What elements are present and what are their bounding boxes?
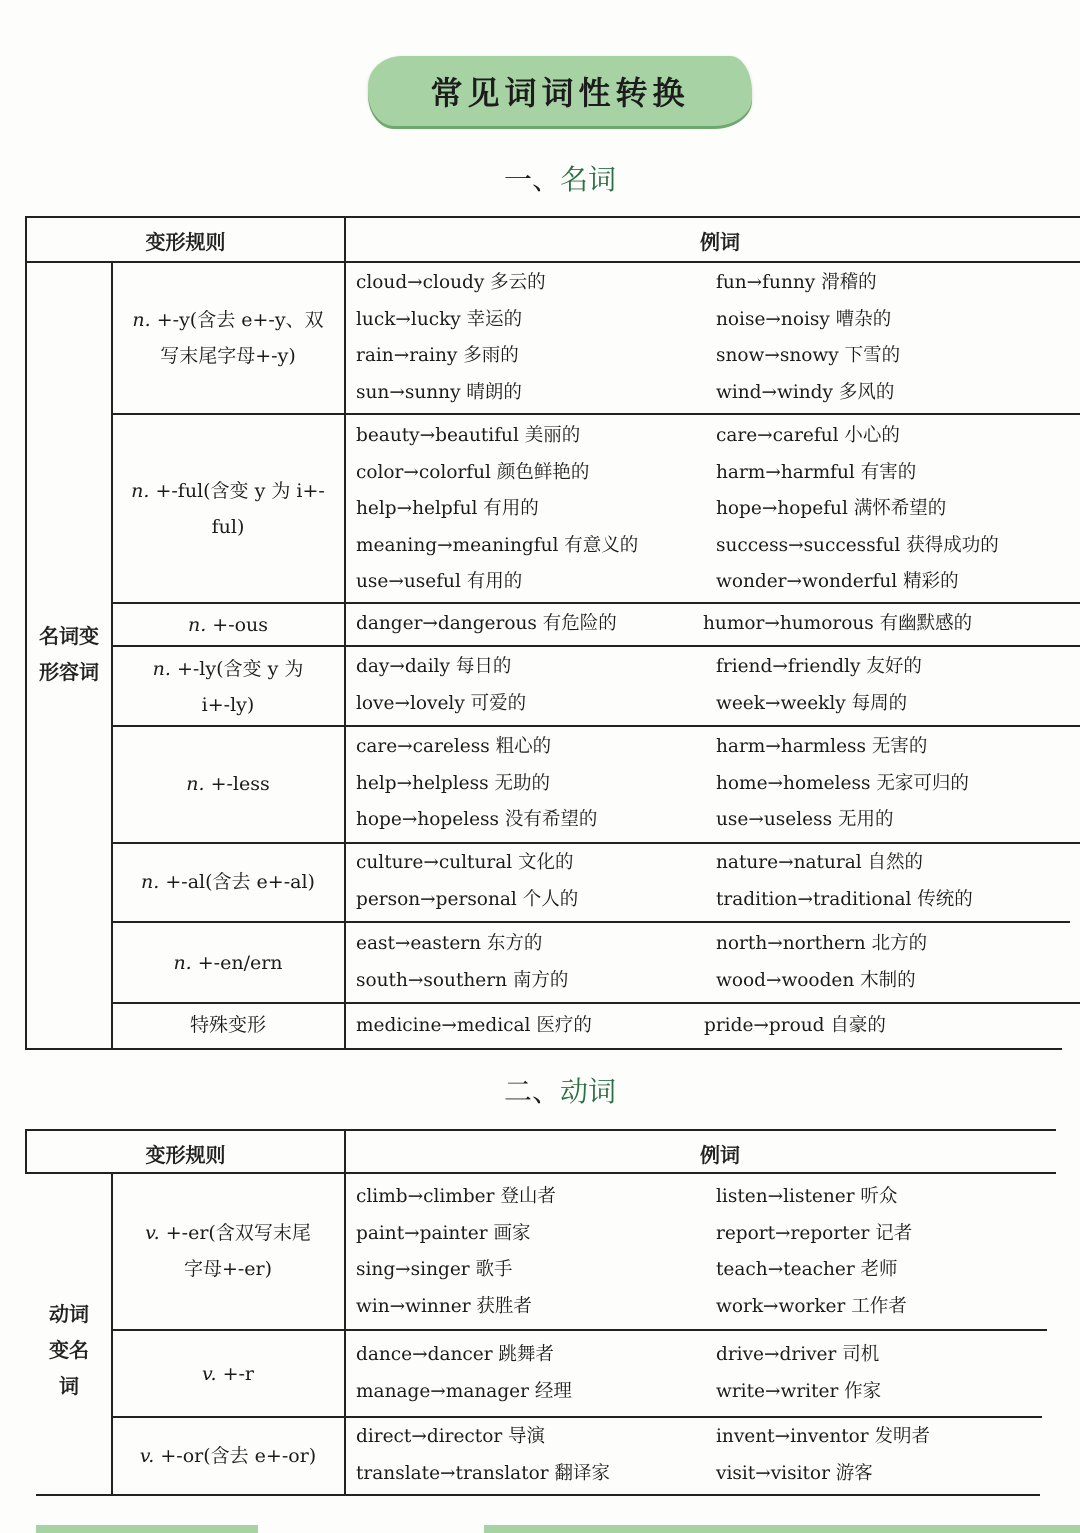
example-item: luck→lucky 幸运的 <box>356 308 523 330</box>
rule-cell: v. +-r <box>202 1363 254 1385</box>
example-item: sing→singer 歌手 <box>356 1259 513 1280</box>
example-item: danger→dangerous 有危险的 <box>356 613 617 634</box>
section-title-verbs <box>0 1070 1080 1110</box>
example-item: hope→hopeless 没有希望的 <box>356 809 598 830</box>
table-row-divider <box>112 921 1070 923</box>
example-item: snow→snowy 下雪的 <box>716 345 901 366</box>
examples-left <box>356 649 526 722</box>
example-item: medicine→medical 医疗的 <box>356 1015 592 1036</box>
example-item: color→colorful 颜色鲜艳的 <box>356 461 590 483</box>
category-label: 名词变形容词 <box>39 624 99 684</box>
pos-abbrev: n. <box>132 309 151 331</box>
example-item: hope→hopeful 满怀希望的 <box>716 498 947 519</box>
table-row-divider <box>112 1329 1047 1331</box>
table-border-top <box>25 1129 1056 1131</box>
rule-cell: n. +-ful(含变 y 为 i+-ful) <box>131 480 325 538</box>
example-item: sun→sunny 晴朗的 <box>356 381 522 403</box>
pos-abbrev: v. <box>202 1363 217 1385</box>
example-item: listen→listener 听众 <box>716 1186 898 1207</box>
example-item: beauty→beautiful 美丽的 <box>356 425 581 446</box>
page-title: 常见词词性转换 <box>430 74 690 112</box>
rule-cell: v. +-or(含去 e+-or) <box>139 1445 317 1467</box>
table-row-divider <box>112 602 1080 604</box>
example-item: home→homeless 无家可归的 <box>716 772 969 794</box>
example-item: care→careful 小心的 <box>716 425 900 446</box>
header-rule: 变形规则 <box>145 230 226 254</box>
example-item: use→useless 无用的 <box>716 809 894 830</box>
example-item: south→southern 南方的 <box>356 969 569 991</box>
example-item: harm→harmless 无害的 <box>716 736 928 757</box>
footer-decor-bar <box>36 1525 258 1533</box>
example-item: translate→translator 翻译家 <box>356 1462 611 1484</box>
section-title-nouns <box>0 158 1080 198</box>
examples-right <box>716 265 900 411</box>
example-item: win→winner 获胜者 <box>356 1295 532 1317</box>
table-row-divider <box>112 645 1080 647</box>
example-item: invent→inventor 发明者 <box>716 1426 931 1447</box>
pos-abbrev: n. <box>141 871 160 893</box>
example-item: day→daily 每日的 <box>356 656 512 677</box>
pos-abbrev: n. <box>173 952 192 974</box>
section-word: 动词 <box>560 1075 617 1108</box>
examples-right <box>716 729 969 839</box>
title-banner <box>368 56 752 126</box>
example-item: wonder→wonderful 精彩的 <box>716 571 959 592</box>
examples-right <box>716 1337 881 1410</box>
rule-cell: 特殊变形 <box>189 1014 266 1036</box>
table-row-divider <box>112 1416 1042 1418</box>
example-item: wind→windy 多风的 <box>716 381 895 403</box>
footer-decor-bar <box>484 1525 1080 1533</box>
pos-abbrev: n. <box>187 614 207 636</box>
example-item: east→eastern 东方的 <box>356 933 543 954</box>
table-col-divider <box>344 1129 346 1494</box>
table-col-divider <box>344 216 346 1048</box>
rule-cell: n. +-ly(含变 y 为 i+-ly) <box>152 658 304 716</box>
example-item: harm→harmful 有害的 <box>716 461 917 483</box>
table-border-bottom <box>25 1048 1062 1050</box>
rule-cell: v. +-er(含双写末尾字母+-er) <box>145 1222 311 1280</box>
example-item: report→reporter 记者 <box>716 1222 913 1244</box>
examples-right <box>716 845 973 918</box>
example-item: teach→teacher 老师 <box>716 1259 898 1280</box>
pos-abbrev: n. <box>152 658 171 680</box>
example-item: write→writer 作家 <box>716 1380 882 1402</box>
examples-left <box>356 729 597 839</box>
examples-left <box>356 606 617 643</box>
section-number: 二、 <box>503 1075 560 1108</box>
example-item: paint→painter 画家 <box>356 1222 531 1244</box>
table-border-top <box>25 216 1080 218</box>
examples-right <box>716 418 999 601</box>
example-item: culture→cultural 文化的 <box>356 852 574 873</box>
example-item: north→northern 北方的 <box>716 933 928 954</box>
table-header-divider <box>25 261 1080 263</box>
table-row-divider <box>112 842 1080 844</box>
section-word: 名词 <box>560 163 617 196</box>
table-row-divider <box>112 725 1080 727</box>
examples-left <box>356 1008 592 1045</box>
examples-right <box>716 1419 930 1492</box>
rule-cell: n. +-less <box>186 773 270 795</box>
example-item: fun→funny 滑稽的 <box>716 272 877 293</box>
table-col-divider <box>111 262 113 1048</box>
examples-left <box>356 845 578 918</box>
example-item: work→worker 工作者 <box>716 1295 907 1317</box>
examples-right <box>716 1179 912 1325</box>
table-row-divider <box>112 1002 1080 1004</box>
pos-abbrev: v. <box>145 1222 160 1244</box>
example-item: tradition→traditional 传统的 <box>716 888 973 910</box>
examples-left <box>356 418 638 601</box>
table-col-divider <box>111 1173 113 1494</box>
table-row-divider <box>112 413 1080 415</box>
example-item: rain→rainy 多雨的 <box>356 345 519 366</box>
example-item: week→weekly 每周的 <box>716 692 908 714</box>
example-item: use→useful 有用的 <box>356 571 523 592</box>
header-examples: 例词 <box>700 230 740 254</box>
examples-right <box>703 606 972 643</box>
examples-left <box>356 1337 572 1410</box>
example-item: help→helpless 无助的 <box>356 772 550 794</box>
example-item: nature→natural 自然的 <box>716 852 924 873</box>
header-rule: 变形规则 <box>145 1143 226 1167</box>
section-number: 一、 <box>503 163 560 196</box>
pos-abbrev: v. <box>139 1445 155 1467</box>
rule-cell: n. +-y(含去 e+-y、双写末尾字母+-y) <box>132 309 324 367</box>
example-item: care→careless 粗心的 <box>356 736 552 757</box>
example-item: success→successful 获得成功的 <box>716 534 999 556</box>
example-item: dance→dancer 跳舞者 <box>356 1344 554 1365</box>
examples-right <box>716 926 927 999</box>
example-item: love→lovely 可爱的 <box>356 692 527 714</box>
example-item: person→personal 个人的 <box>356 888 579 910</box>
example-item: visit→visitor 游客 <box>716 1462 873 1484</box>
example-item: humor→humorous 有幽默感的 <box>703 613 973 634</box>
example-item: climb→climber 登山者 <box>356 1186 556 1207</box>
example-item: pride→proud 自豪的 <box>704 1015 886 1036</box>
examples-left <box>356 1179 556 1325</box>
example-item: noise→noisy 嘈杂的 <box>716 308 892 330</box>
examples-right <box>704 1008 886 1045</box>
category-label: 动词变名词 <box>49 1302 89 1398</box>
example-item: cloud→cloudy 多云的 <box>356 272 546 293</box>
rule-cell: n. +-en/ern <box>173 952 283 974</box>
example-item: help→helpful 有用的 <box>356 498 539 519</box>
example-item: drive→driver 司机 <box>716 1344 880 1365</box>
table-header-divider <box>25 1172 1056 1174</box>
table-border-bottom <box>36 1494 1040 1496</box>
examples-left <box>356 926 568 999</box>
header-examples: 例词 <box>700 1143 740 1167</box>
pos-abbrev: n. <box>186 773 205 795</box>
examples-right <box>716 649 922 722</box>
example-item: meaning→meaningful 有意义的 <box>356 534 639 556</box>
example-item: direct→director 导演 <box>356 1426 546 1447</box>
examples-left <box>356 1419 610 1492</box>
examples-left <box>356 265 546 411</box>
rule-cell: n. +-ous <box>187 614 269 636</box>
example-item: wood→wooden 木制的 <box>716 969 916 991</box>
pos-abbrev: n. <box>131 480 150 502</box>
example-item: friend→friendly 友好的 <box>716 656 922 677</box>
example-item: manage→manager 经理 <box>356 1380 572 1402</box>
rule-cell: n. +-al(含去 e+-al) <box>141 871 315 893</box>
